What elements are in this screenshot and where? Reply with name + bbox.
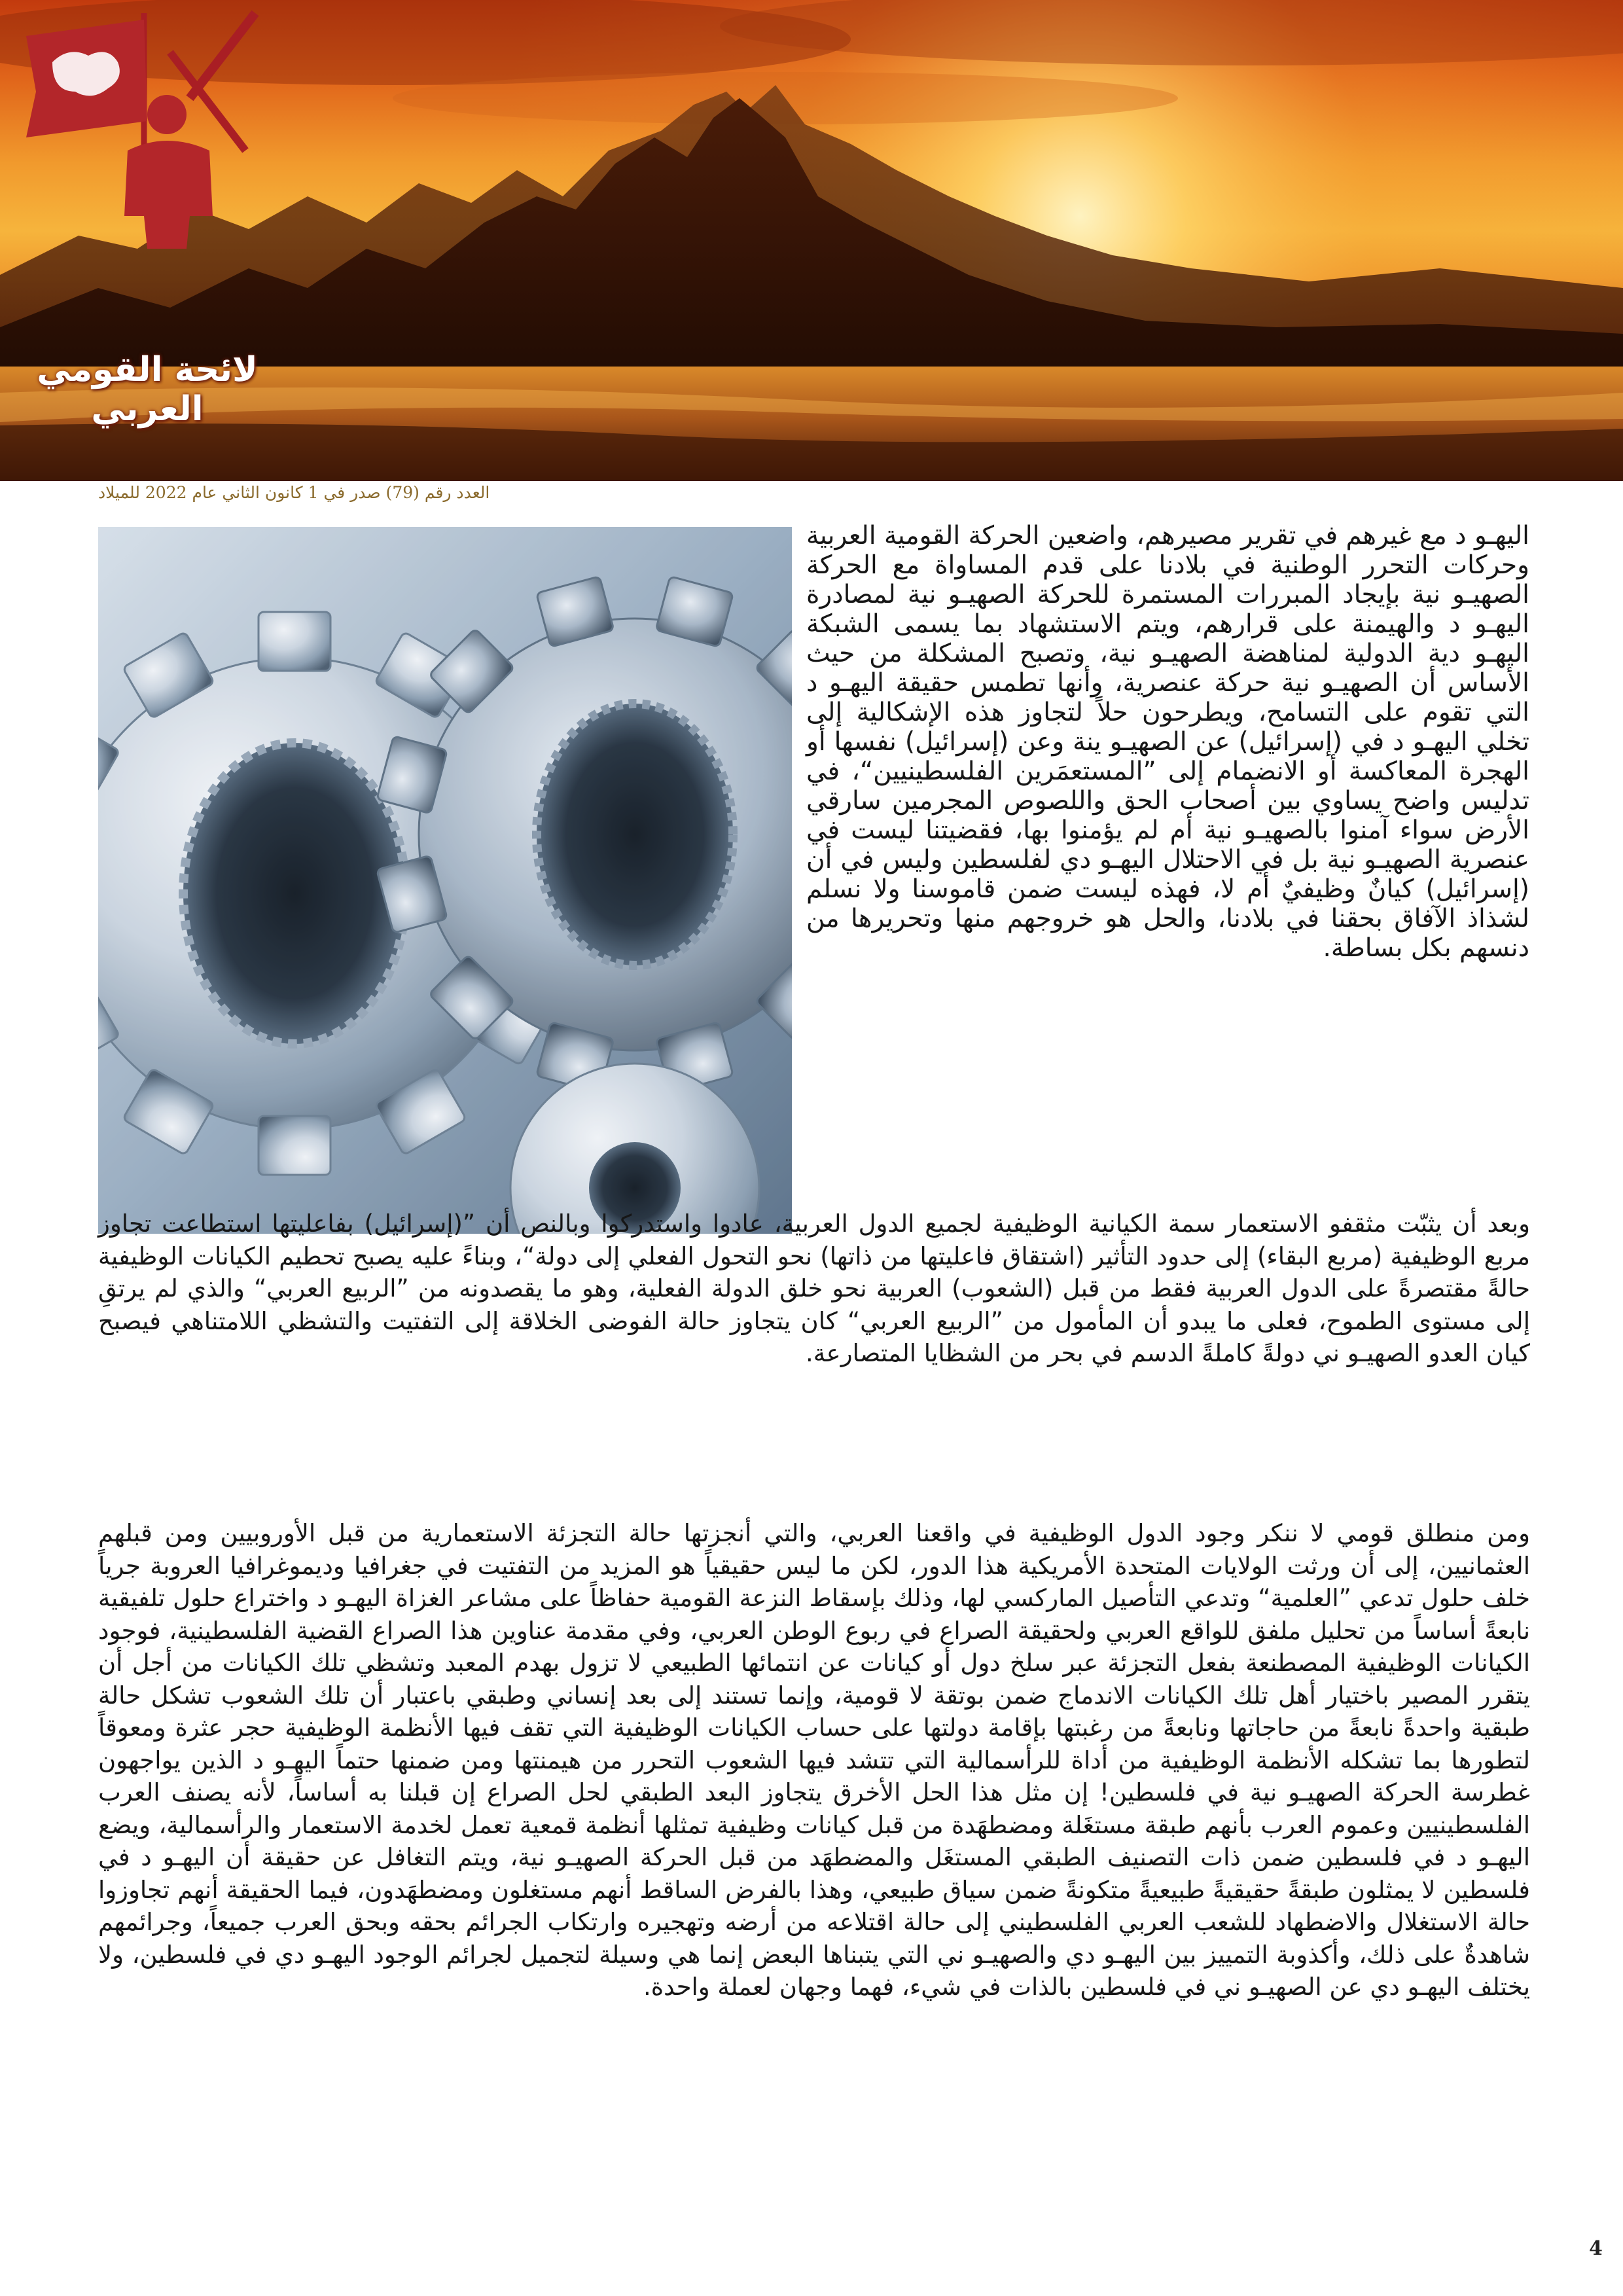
header-banner	[0, 0, 1623, 481]
article-paragraph-2: وبعد أن يثبّت مثقفو الاستعمار سمة الكيانية الوظيفية لجميع الدول العربية، عادوا واستدركوا وبالنص أن ”(إسرائيل) بفاعليتها استطاعت تجاوز مربع الوظيفية (مربع البقاء) إلى حدود التأثير (اشتقاق فاعليتها من ذاتها) نحو التحول الفعلي إلى دولة“، وبناءً عليه يصبح تحطيم الكيانات الوظيفية حالةً مقتصرةً على الدول العربية فقط من قبل (الشعوب) العربية نحو خلق الدولة الفعلية، وهو ما يقصدونه من ”الربيع العربي“ والذي لم يرتقِ إلى مستوى الطموح، فعلى ما يبدو أن المأمول من ”الربيع العربي“ كان يتجاوز حالة الفوضى الخلاقة إلى التفتيت والتشظي اللامتناهي فيصبح كيان العدو الصهيـو ني دولةً كاملةً الدسم في بحر من الشظايا المتصارعة.	[98, 1210, 1530, 1367]
fighter-flag-logo	[0, 0, 265, 268]
issue-date-line: العدد رقم (79) صدر في 1 كانون الثاني عام 2022 للميلاد	[98, 483, 490, 502]
logo-text: لائحة القومي العربي	[37, 350, 258, 429]
gears-photo	[98, 527, 792, 1234]
page-number: 4	[1589, 2237, 1603, 2260]
article-paragraph-1: اليهـو د مع غيرهم في تقرير مصيرهم، واضعين الحركة القومية العربية وحركات التحرر الوطنية في بلادنا على قدم المساواة مع الحركة الصهيـو نية بإيجاد المبررات المستمرة للحركة الصهيـو نية لمصادرة اليهـو د والهيمنة على قرارهم، ويتم الاستشهاد بما يسمى الشبكة اليهـو دية الدولية لمناهضة الصهيـو نية، وتصبح المشكلة من حيث الأساس أن الصهيـو نية حركة عنصرية، وأنها تطمس حقيقة اليهـو د التي تقوم على التسامح، ويطرحون حلاً لتجاوز هذه الإشكالية إلى تخلي اليهـو د في (إسرائيل) عن الصهيـو ينة وعن (إسرائيل) نفسها أو الهجرة المعاكسة أو الانضمام إلى ”المستعمَرين الفلسطينيين“، في تدليس واضح يساوي بين أصحاب الحق واللصوص المجرمين سارقي الأرض سواء آمنوا بالصهيـو نية أم لم يؤمنوا بها، فقضيتنا ليست في عنصرية الصهيـو نية بل في الاحتلال اليهـو دي لفلسطين وليس في أن (إسرائيل) كيانٌ وظيفيٌ أم لا، فهذه ليست ضمن قاموسنا ولا نسلم لشذاذ الآفاق بحقنا في بلادنا، والحل هو خروجهم منها وتحريرها من دنسهم بكل بساطة.	[806, 521, 1529, 963]
article-paragraph-3: ومن منطلق قومي لا ننكر وجود الدول الوظيفية في واقعنا العربي، والتي أنجزتها حالة التجزئة الاستعمارية من قبل الأوروبيين ومن قبلهم العثمانيين، إلى أن ورثت الولايات المتحدة الأمريكية هذا الدور، لكن ما ليس حقيقياً هو المزيد من التفتيت في جغرافيا وديموغرافيا العروبة جرياً خلف حلول تدعي ”العلمية“ وتدعي التأصيل الماركسي لها، وذلك بإسقاط النزعة القومية حفاظاً على مشاعر الغزاة اليهـو د واختراع حلول تلفيقية نابعةً أساساً من تحليل ملفق للواقع العربي ولحقيقة الصراع في ربوع الوطن العربي، وفي مقدمة عناوين هذا الصراع القضية الفلسطينية، فوجود الكيانات الوظيفية المصطنعة بفعل التجزئة عبر سلخ دول أو كيانات عن انتمائها الطبيعي لا تزول بهدم المعبد وتشظي تلك الكيانات من أجل أن يتقرر المصير باختيار أهل تلك الكيانات الاندماج ضمن بوتقة لا قومية، وإنما تستند إلى بعد إنساني وطبقي باعتبار أن تلك الشعوب تشكل حالة طبقية واحدةً نابعةً من حاجاتها ونابعةً من رغبتها بإقامة دولتها على حساب الكيانات الوظيفية التي تقف فيها الأنظمة الوظيفية حجر عثرة ومعوقاً لتطورها بما تشكله الأنظمة الوظيفية من أداة للرأسمالية التي تتشد فيها الشعوب التحرر من هيمنتها ومن ضمنها حتماً اليهـو د الذين يواجهون غطرسة الحركة الصهيـو نية في فلسطين! إن مثل هذا الحل الأخرق يتجاوز البعد الطبقي لحل الصراع إن قبلنا به أساساً، لأنه يصنف العرب الفلسطينيين وعموم العرب بأنهم طبقة مستغَلة ومضطهَدة من قبل كيانات وظيفية تمثلها أنظمة قمعية تعمل لخدمة الاستعمار والرأسمالية، ويضع اليهـو د في فلسطين ضمن ذات التصنيف الطبقي المستغَل والمضطهَد من قبل الحركة الصهيـو نية، ويتم التغافل عن حقيقة أن اليهـو د في فلسطين لا يمثلون طبقةً حقيقيةً طبيعيةً متكونةً ضمن سياق طبيعي، وهذا بالفرض الساقط أنهم مستغلون ومضطهَدون، فيما الحقيقة أنهم تجاوزوا حالة الاستغلال والاضطهاد للشعب العربي الفلسطيني إلى حالة اقتلاعه من أرضه وتهجيره وارتكاب الجرائم بحقه وبحق العرب جميعاً، وجرائمهم شاهدةٌ على ذلك، وأكذوبة التمييز بين اليهـو دي والصهيـو ني التي يتبناها البعض إنما هي وسيلة لتجميل لجرائم الوجود اليهـو دي في فلسطين، ولا يختلف اليهـو دي عن الصهيـو ني في فلسطين بالذات في شيء، فهما وجهان لعملة واحدة.	[98, 1519, 1530, 2001]
